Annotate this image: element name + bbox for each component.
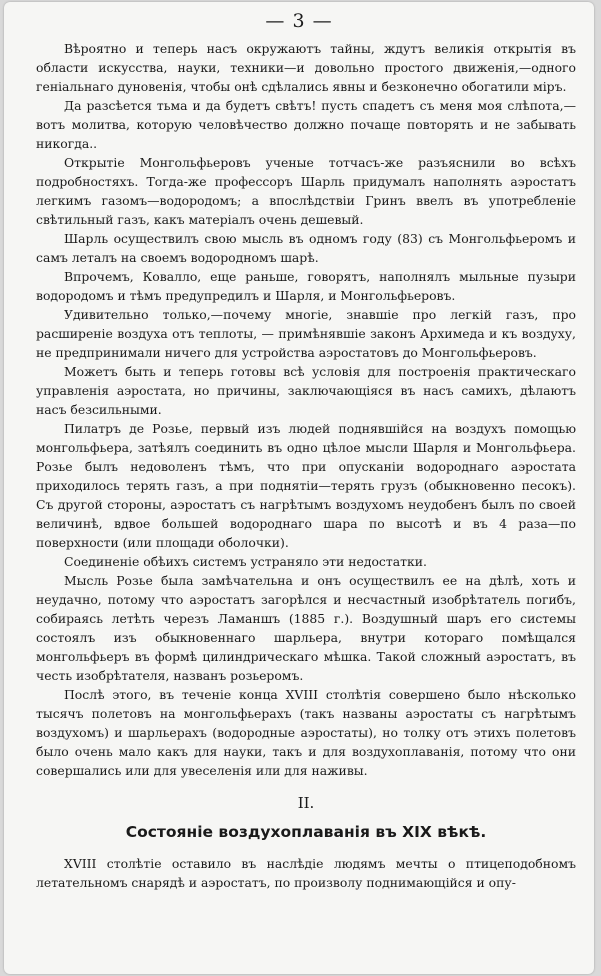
paragraph-2: Да разсѣется тьма и да будетъ свѣтъ! пусть спадетъ съ меня моя слѣпота,—вотъ молитва, которую человѣчество должно почаще повторять и не забывать никогда.. <box>36 98 576 151</box>
paragraph-5: Впрочемъ, Ковалло, еще раньше, говорятъ, наполнялъ мыльные пузыри водородомъ и тѣмъ предупредилъ и Шарля, и Монгольфьеровъ. <box>36 269 576 303</box>
paragraph-4: Шарль осуществилъ свою мысль въ одномъ году (83) съ Монгольфьеромъ и самъ леталъ на своемъ водородномъ шарѣ. <box>36 231 576 265</box>
paragraph-3: Открытіе Монгольфьеровъ ученые тотчасъ-же разъяснили во всѣхъ подробностяхъ. Тогда-же профессоръ Шарль придумалъ наполнять аэростатъ легкимъ газомъ—водородомъ; а впослѣдствіи Гринъ ввелъ въ употребленіе свѣтильный газъ, какъ матеріалъ очень дешевый. <box>36 155 576 227</box>
paragraph-10: Мысль Розье была замѣчательна и онъ осуществилъ ее на дѣлѣ, хоть и неудачно, потому что аэростатъ загорѣлся и несчастный изобрѣтатель погибъ, собираясь летѣть черезъ Ламаншъ (1885 г.). Воздушный шаръ его системы состоялъ изъ обыкновеннаго шарльера, внутри котораго помѣщался монгольфьеръ въ формѣ цилиндрическаго мѣшка. Такой сложный аэростатъ, въ честь изобрѣтателя, названъ розьеромъ. <box>36 573 576 683</box>
section-number: II. <box>297 794 315 812</box>
body-text <box>36 39 576 892</box>
page-number: — 3 — <box>265 10 333 32</box>
paragraph-7: Можетъ быть и теперь готовы всѣ условія для построенія практическаго управленія аэростата, но причины, заключающіяся въ насъ самихъ, дѣлаютъ насъ безсильными. <box>36 364 576 417</box>
paragraph-11: Послѣ этого, въ теченіе конца XVIII столѣтія совершено было нѣсколько тысячъ полетовъ на монгольфьерахъ (такъ названы аэростаты съ нагрѣтымъ воздухомъ) и шарльерахъ (водородные аэростаты), но толку отъ этихъ полетовъ было очень мало какъ для науки, такъ и для воздухоплаванія, потому что они совершались или для увеселенія или для наживы. <box>36 687 576 778</box>
paragraph-1: Вѣроятно и теперь насъ окружаютъ тайны, ждутъ великія открытія въ области искусства, науки, техники—и довольно простого движенія,—одного геніальнаго дуновенія, чтобы онѣ сдѣлались явны и безконечно обогатили міръ. <box>36 41 576 94</box>
paragraph-6: Удивительно только,—почему многіе, знавшіе про легкій газъ, про расширеніе воздуха отъ теплоты, — примѣнявшіе законъ Архимеда и къ воздуху, не предпринимали ничего для устройства аэростатовъ до Монгольфьеровъ. <box>36 307 576 360</box>
section-heading: Состояніе воздухоплаванія въ XIX вѣкѣ. <box>125 823 487 841</box>
document-page <box>4 2 594 974</box>
final-paragraph: XVIII столѣтіе оставило въ наслѣдіе людямъ мечты о птицеподобномъ летательномъ снарядѣ и аэростатъ, по произволу поднимающійся и опу- <box>36 856 576 890</box>
paragraph-9: Соединеніе обѣихъ системъ устраняло эти недостатки. <box>64 554 427 569</box>
paragraph-8: Пилатръ де Розье, первый изъ людей поднявшійся на воздухъ помощью монгольфьера, затѣялъ соединить въ одно цѣлое мысли Шарля и Монгольфьера. Розье былъ недоволенъ тѣмъ, что при опусканіи водороднаго аэростата приходилось терять газъ, а при поднятіи—терять грузъ (обыкновенно песокъ). Съ другой стороны, аэростатъ съ нагрѣтымъ воздухомъ неудобенъ былъ по своей величинѣ, вдвое большей водороднаго шара по высотѣ и въ 4 раза—по поверхности (или площади оболочки). <box>36 421 576 550</box>
